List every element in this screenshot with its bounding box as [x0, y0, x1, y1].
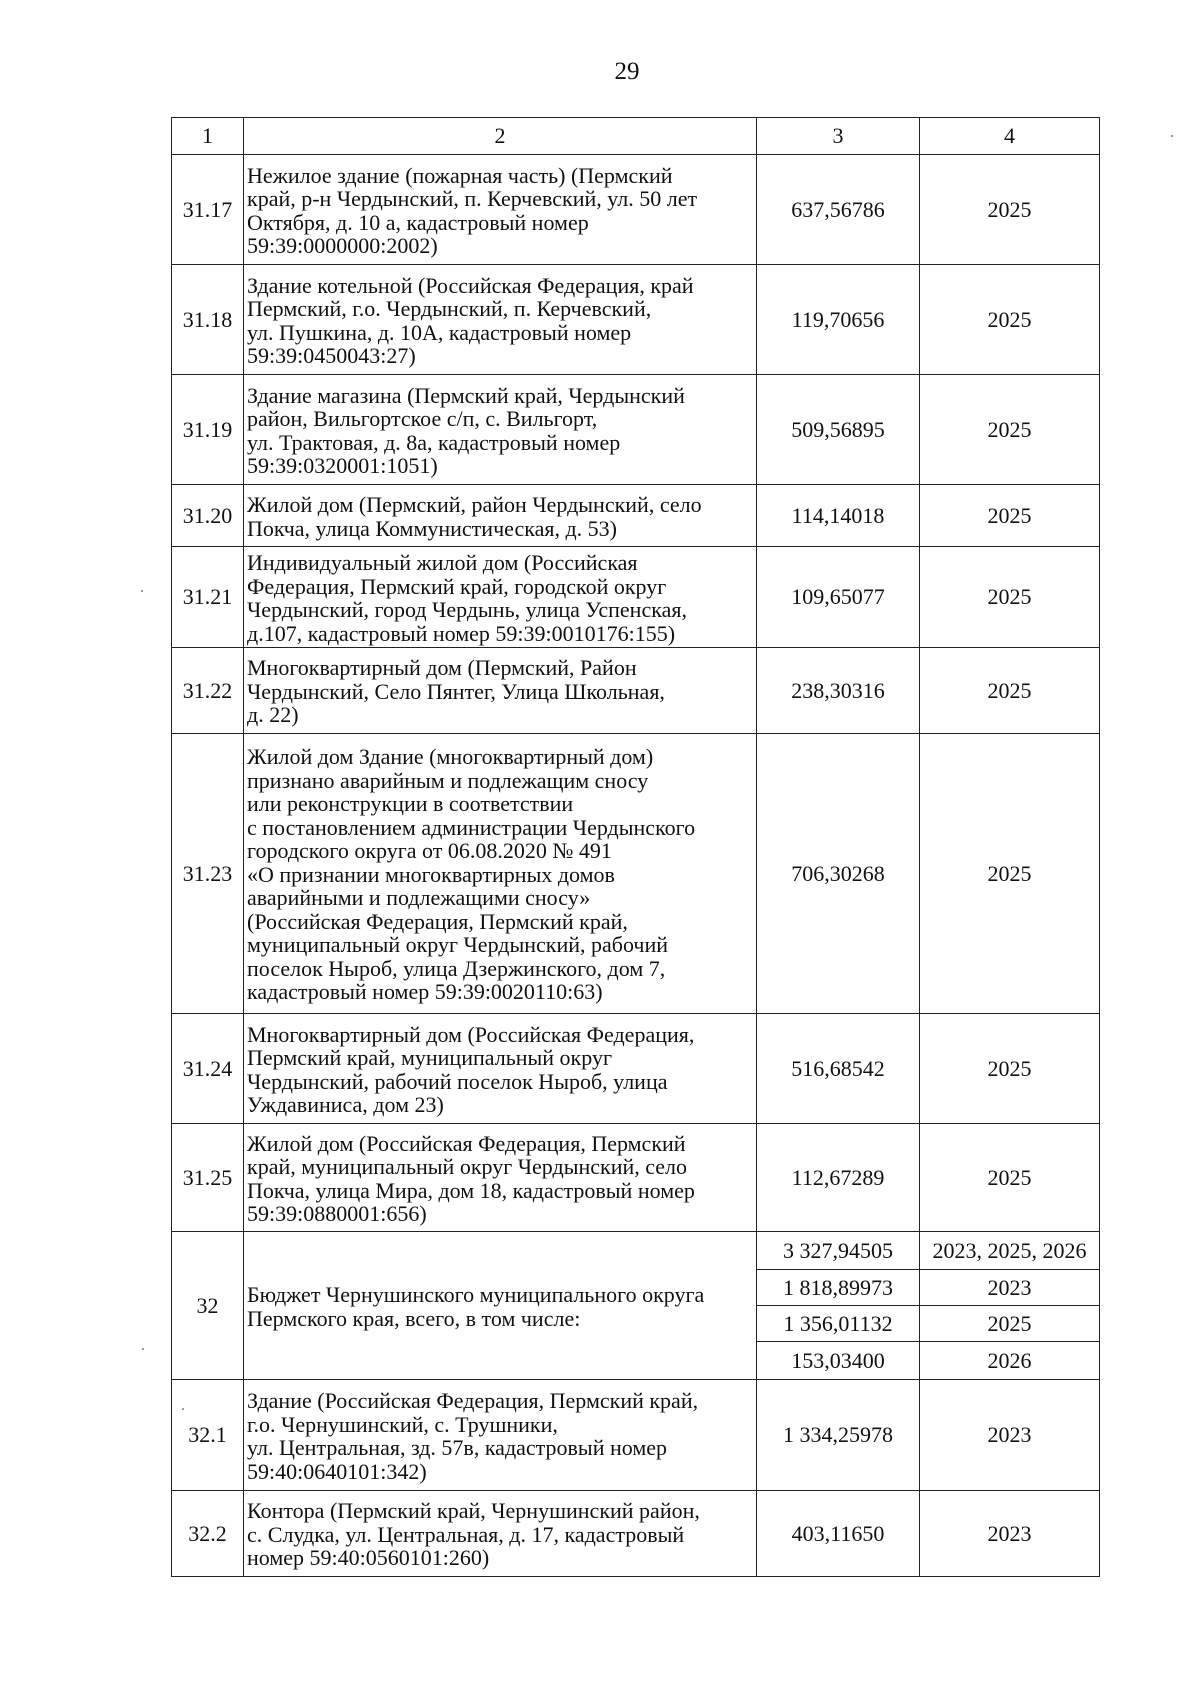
amount-value: 119,70656 [757, 265, 920, 375]
description-line: край, р-н Чердынский, п. Керчевский, ул. 50 лет [247, 186, 698, 211]
description-line: Здание котельной (Российская Федерация, край [247, 272, 694, 298]
description-line: край, муниципальный округ Чердынский, село [247, 1154, 688, 1179]
object-description [244, 485, 757, 547]
row-number: 31.21 [172, 547, 244, 648]
description-line: кадастровый номер 59:39:0020110:63) [247, 979, 603, 1005]
objects-table [171, 117, 1100, 1577]
description-line: Чердынский, город Чердынь, улица Успенская, [247, 597, 687, 622]
table-row [172, 1380, 1100, 1491]
description-line: Многоквартирный дом (Российская Федерация, [247, 1021, 695, 1047]
description-line: Контора (Пермский край, Чернушинский район, [247, 1498, 700, 1524]
object-description [244, 547, 757, 648]
description-line: ул. Центральная, зд. 57в, кадастровый номер [247, 1435, 668, 1460]
description-line: 59:39:0450043:27) [247, 343, 416, 368]
description-line: Нежилое здание (пожарная часть) (Пермский [247, 162, 673, 188]
table-row [172, 485, 1100, 547]
year-value: 2025 [920, 1014, 1100, 1124]
description-line: д. 22) [247, 702, 299, 728]
description-line: Здание магазина (Пермский край, Чердынский [247, 382, 685, 408]
year-value: 2025 [920, 1124, 1100, 1232]
budget-description [244, 1232, 757, 1380]
object-description [244, 375, 757, 485]
year-value: 2023, 2025, 2026 [920, 1232, 1100, 1270]
row-number: 31.25 [172, 1124, 244, 1232]
description-line: Покча, улица Мира, дом 18, кадастровый номер [247, 1177, 695, 1203]
scan-speck [1171, 135, 1173, 137]
description-line: с постановлением администрации Чердынского [247, 814, 696, 840]
description-line: Федерация, Пермский край, городской округ [247, 573, 667, 599]
year-value: 2023 [920, 1491, 1100, 1577]
table-row [172, 1491, 1100, 1577]
scan-speck [182, 1408, 184, 1410]
row-number: 31.22 [172, 648, 244, 734]
description-line: с. Слудка, ул. Центральная, д. 17, кадастровый [247, 1521, 685, 1547]
description-line: г.о. Чернушинский, с. Трушники, [247, 1411, 558, 1437]
amount-value: 509,56895 [757, 375, 920, 485]
column-header: 3 [757, 118, 920, 155]
object-description [244, 734, 757, 1014]
amount-value: 516,68542 [757, 1014, 920, 1124]
table-row [172, 1232, 1100, 1270]
row-number: 32 [172, 1232, 244, 1380]
object-description [244, 1491, 757, 1577]
description-line: Октября, д. 10 а, кадастровый номер [247, 209, 589, 235]
amount-value: 403,11650 [757, 1491, 920, 1577]
table-row [172, 265, 1100, 375]
year-value: 2023 [920, 1380, 1100, 1491]
year-value: 2025 [920, 155, 1100, 265]
description-line: Жилой дом (Пермский, район Чердынский, село [247, 492, 702, 517]
row-number: 32.1 [172, 1380, 244, 1491]
description-line: Индивидуальный жилой дом (Российская [247, 550, 638, 575]
object-description [244, 648, 757, 734]
amount-value: 1 356,01132 [757, 1306, 920, 1342]
object-description [244, 155, 757, 265]
column-header: 1 [172, 118, 244, 155]
year-value: 2026 [920, 1342, 1100, 1380]
amount-value: 1 334,25978 [757, 1380, 920, 1491]
object-description [244, 1124, 757, 1232]
description-line: Жилой дом (Российская Федерация, Пермский [247, 1130, 686, 1156]
description-line: поселок Ныроб, улица Дзержинского, дом 7, [247, 955, 666, 981]
description-line: Покча, улица Коммунистическая, д. 53) [247, 515, 617, 541]
row-number: 31.17 [172, 155, 244, 265]
description-line: Чердынский, рабочий поселок Ныроб, улица [247, 1068, 668, 1094]
year-value: 2025 [920, 1306, 1100, 1342]
description-line: 59:39:0880001:656) [247, 1201, 427, 1226]
description-line: номер 59:40:0560101:260) [247, 1545, 490, 1571]
table-row [172, 375, 1100, 485]
description-line: (Российская Федерация, Пермский край, [247, 908, 628, 934]
description-line: признано аварийным и подлежащим сносу [247, 767, 649, 793]
description-line: Жилой дом Здание (многоквартирный дом) [247, 744, 654, 770]
column-header: 2 [244, 118, 757, 155]
row-number: 31.20 [172, 485, 244, 547]
year-value: 2025 [920, 547, 1100, 648]
amount-value: 706,30268 [757, 734, 920, 1014]
scan-speck [142, 1348, 144, 1350]
amount-value: 109,65077 [757, 547, 920, 648]
description-line: Уждавиниса, дом 23) [247, 1092, 444, 1117]
description-line: Многоквартирный дом (Пермский, Район [247, 655, 637, 681]
table-row [172, 648, 1100, 734]
description-line: район, Вильгортское с/п, с. Вильгорт, [247, 406, 598, 431]
description-line: Бюджет Чернушинского муниципального округа [247, 1282, 705, 1307]
description-line: Чердынский, Село Пянтег, Улица Школьная, [247, 678, 665, 704]
amount-value: 637,56786 [757, 155, 920, 265]
row-number: 31.19 [172, 375, 244, 485]
amount-value: 153,03400 [757, 1342, 920, 1380]
amount-value: 112,67289 [757, 1124, 920, 1232]
year-value: 2025 [920, 375, 1100, 485]
description-line: Пермского края, всего, в том числе: [247, 1305, 581, 1331]
description-line: Пермский край, муниципальный округ [247, 1045, 612, 1070]
year-value: 2025 [920, 734, 1100, 1014]
description-line: городского округа от 06.08.2020 № 491 [247, 838, 612, 864]
year-value: 2025 [920, 648, 1100, 734]
table-row [172, 1124, 1100, 1232]
description-line: Пермский, г.о. Чердынский, п. Керчевский, [247, 296, 652, 321]
description-line: аварийными и подлежащими сносу» [247, 885, 591, 911]
amount-value: 3 327,94505 [757, 1232, 920, 1270]
scan-speck [141, 590, 143, 592]
table-row [172, 734, 1100, 1014]
description-line: или реконструкции в соответствии [247, 791, 574, 817]
amount-value: 114,14018 [757, 485, 920, 547]
description-line: ул. Пушкина, д. 10А, кадастровый номер [247, 319, 632, 345]
row-number: 31.23 [172, 734, 244, 1014]
description-line: 59:40:0640101:342) [247, 1458, 427, 1484]
description-line: муниципальный округ Чердынский, рабочий [247, 932, 669, 958]
description-line: 59:39:0000000:2002) [247, 233, 438, 258]
description-line: ул. Трактовая, д. 8а, кадастровый номер [247, 429, 621, 455]
table-header-row [172, 118, 1100, 155]
year-value: 2023 [920, 1270, 1100, 1306]
row-number: 32.2 [172, 1491, 244, 1577]
object-description [244, 1380, 757, 1491]
table-row [172, 155, 1100, 265]
year-value: 2025 [920, 485, 1100, 547]
description-line: «О признании многоквартирных домов [247, 861, 615, 887]
object-description [244, 265, 757, 375]
table-row [172, 547, 1100, 648]
description-line: д.107, кадастровый номер 59:39:0010176:155) [247, 620, 676, 646]
column-header: 4 [920, 118, 1100, 155]
table-row [172, 1014, 1100, 1124]
year-value: 2025 [920, 265, 1100, 375]
page-number: 29 [614, 58, 640, 85]
amount-value: 238,30316 [757, 648, 920, 734]
description-line: 59:39:0320001:1051) [247, 453, 438, 478]
amount-value: 1 818,89973 [757, 1270, 920, 1306]
object-description [244, 1014, 757, 1124]
row-number: 31.24 [172, 1014, 244, 1124]
description-line: Здание (Российская Федерация, Пермский край, [247, 1388, 699, 1413]
row-number: 31.18 [172, 265, 244, 375]
